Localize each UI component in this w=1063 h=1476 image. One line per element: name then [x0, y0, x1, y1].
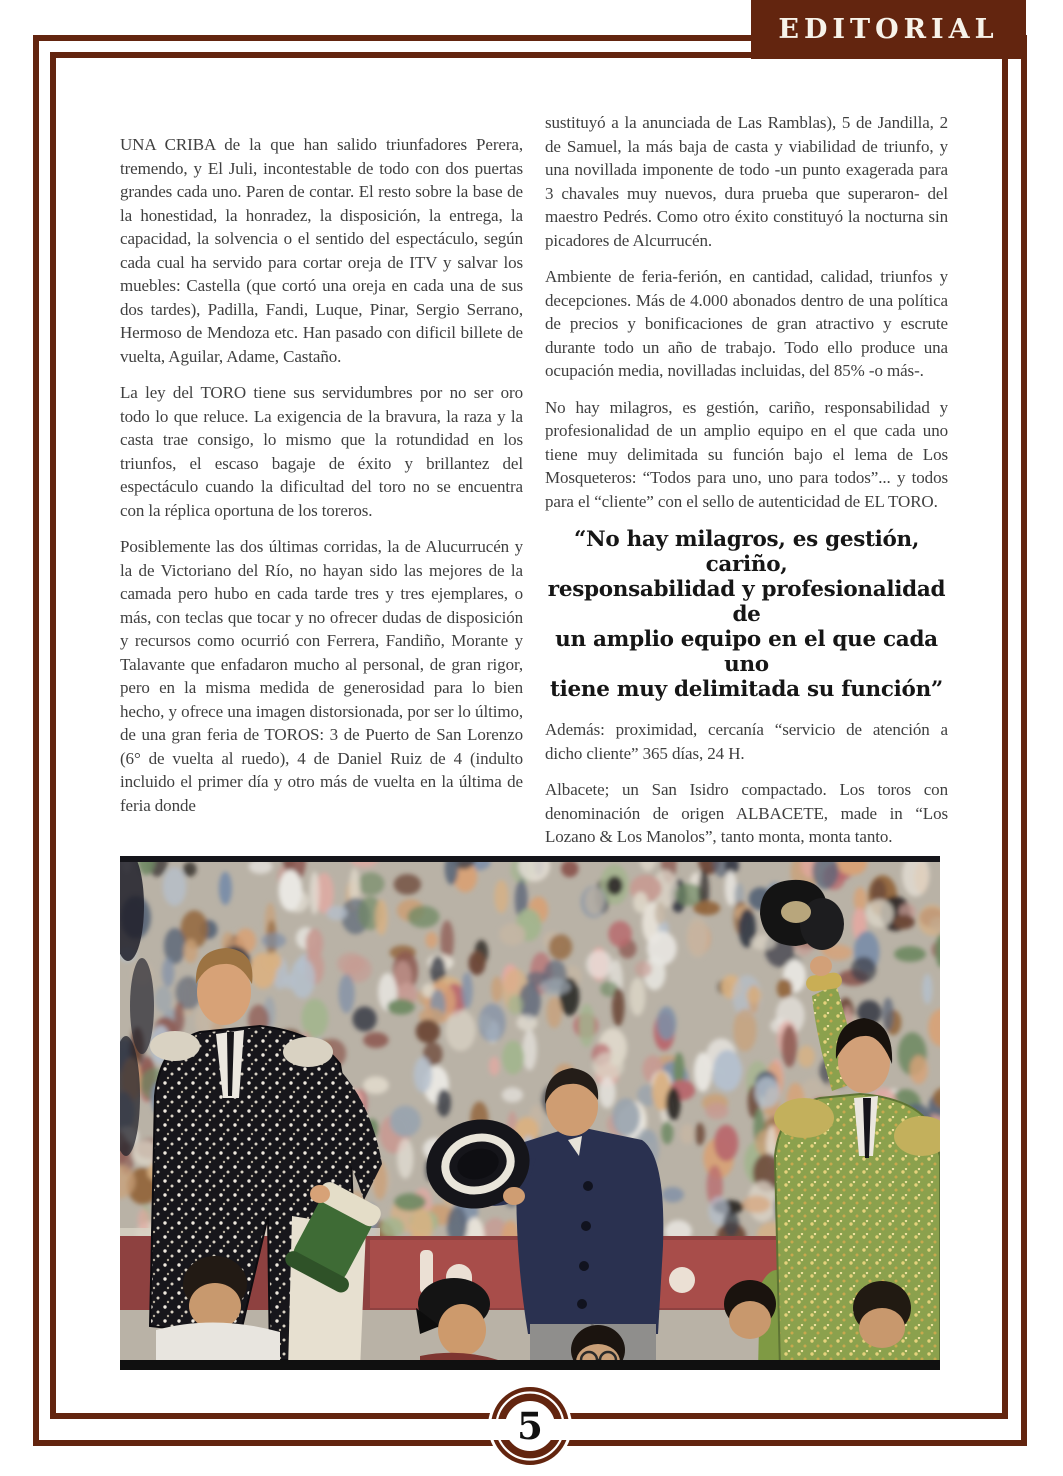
editorial-title: EDITORIAL	[778, 14, 999, 45]
paragraph: UNA CRIBA de la que han salido triunfadores Perera, tremendo, y El Juli, incontestable de todo con dos puertas grandes cada uno. Paren de contar. El resto sobre la base de la honestidad, la honradez, la disposición, la entrega, la capacidad, la solvencia o el sentido del espectáculo, según cada cual ha servido para cortar oreja de ITV y salvar los muebles: Castella (que cortó una oreja en cada una de sus dos tardes), Padilla, Fandi, Luque, Pinar, Sergio Serrano, Hermoso de Mendoza etc. Han pasado con dificil billete de vuelta, Aguilar, Adame, Castaño.	[120, 135, 523, 366]
bullfight-photo	[120, 856, 940, 1370]
pull-quote	[545, 527, 948, 702]
paragraph: Además: proximidad, cercanía “servicio de atención a dicho cliente” 365 días, 24 H.	[545, 720, 948, 763]
photo-bottom-bar	[120, 1360, 940, 1370]
pull-quote-line: un amplio equipo en el que cada uno	[555, 627, 938, 677]
pull-quote-line: responsabilidad y profesionalidad de	[547, 577, 946, 627]
page-number-badge	[475, 1371, 585, 1476]
pull-quote-line: “No hay milagros, es gestión, cariño,	[573, 527, 920, 577]
right-column	[545, 111, 948, 853]
paragraph: Albacete; un San Isidro compactado. Los toros con denominación de origen ALBACETE, made in “Los Lozano & Los Manolos”, tanto monta, monta tanto.	[545, 780, 948, 846]
paragraph: sustituyó a la anunciada de Las Ramblas), 5 de Jandilla, 2 de Samuel, la más baja de casta y viabilidad de triunfo, y una novillada imponente de todo -un punto exagerada para 3 chavales muy nuevos, dura prueba que superaron- del maestro Pedrés. Como otro éxito constituyó la nocturna sin picadores de Alcurrucén.	[545, 113, 948, 250]
pull-quote-line: tiene muy delimitada su función”	[550, 677, 943, 702]
paragraph: Posiblemente las dos últimas corridas, la de Alucurrucén y la de Victoriano del Río, no hayan sido las mejores de la camada pero hubo en cada tarde tres y tres ejemplares, o más, con teclas que tocar y no ofrecer dudas de disposición y recursos como ocurrió con Ferrera, Fandiño, Morante y Talavante que enfadaron mucho al personal, de gran rigor, pero en la misma medida de generosidad para lo bien hecho, y ofrece una imagen distorsionada, por ser lo último, de una gran feria de TOROS: 3 de Puerto de San Lorenzo (6° de vuelta al ruedo), 4 de Daniel Ruiz de 4 (indulto incluido el primer día y otro más de vuelta en la última de feria donde	[120, 537, 523, 815]
paragraph: No hay milagros, es gestión, cariño, responsabilidad y profesionalidad de un amplio equipo en el que cada uno tiene muy delimitada su función bajo el lema de Los Mosqueteros: “Todos para uno, uno para todos”... y todos para el “cliente” con el sello de autenticidad de EL TORO.	[545, 397, 948, 511]
page-number: 5	[517, 1404, 543, 1448]
paragraph: Ambiente de feria-ferión, en cantidad, calidad, triunfos y decepciones. Más de 4.000 abonados dentro de una política de precios y bonificaciones de gran atractivo y escrute durante todo un año de trabajo. Todo ello produce una ocupación media, novilladas incluidas, del 85% -o más-.	[545, 267, 948, 380]
paragraph: La ley del TORO tiene sus servidumbres por no ser oro todo lo que reluce. La exigencia de la bravura, la raza y la casta trae consigo, lo mismo que la rotundidad en los triunfos, el escaso bagaje de éxito y brillantez del espectáculo cuando la dificultad del toro no se encuentra con la réplica oportuna de los toreros.	[120, 383, 523, 520]
editorial-banner	[751, 0, 1026, 59]
photo-top-bar	[120, 856, 940, 862]
left-column	[120, 133, 523, 847]
